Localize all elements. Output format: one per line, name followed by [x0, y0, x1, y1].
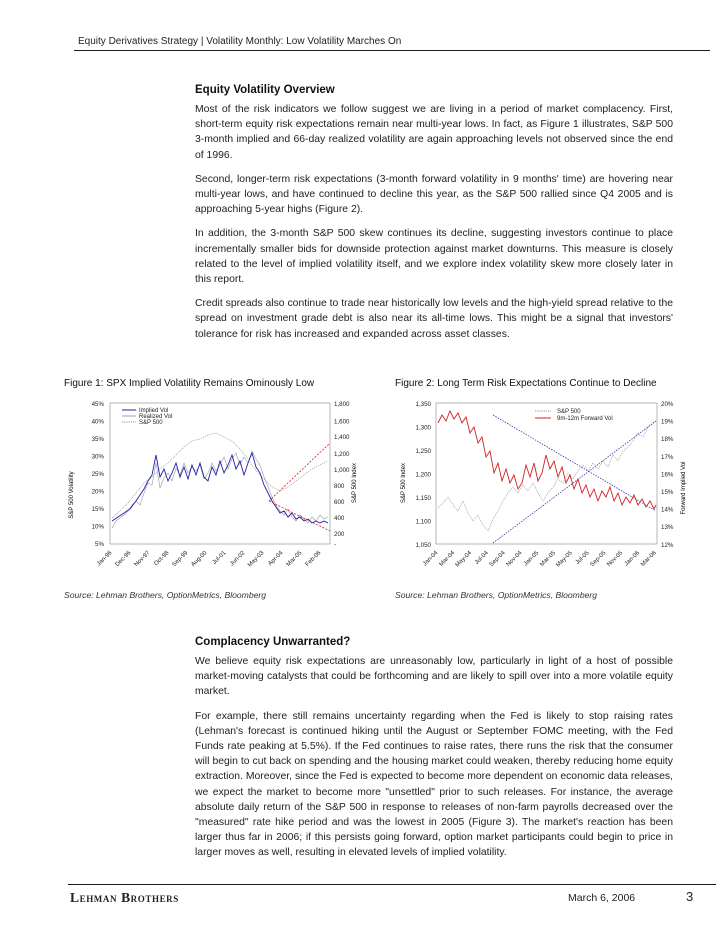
- x-tick: Feb-06: [304, 550, 323, 568]
- legend-implied-vol: Implied Vol: [139, 408, 169, 414]
- y2-tick: 1,600: [334, 418, 350, 426]
- y2-tick: -: [334, 541, 337, 548]
- x-tick: Nov-04: [505, 550, 524, 569]
- x-tick: Sep-04: [488, 550, 507, 569]
- plot-frame: [436, 403, 657, 544]
- x-tick: Jul-04: [474, 550, 490, 566]
- x-tick: Jan-04: [422, 550, 440, 568]
- paragraph: Second, longer-term risk expectations (3-month forward volatility in 9 months' time) are hovering near multi-year lows, and have continued to decline this year, as the S&P 500 rallied since Q4 2005 and is approaching 5-year highs (Figure 2).: [195, 173, 673, 216]
- legend-spx: S&P 500: [557, 409, 581, 415]
- y-tick: 1,250: [415, 448, 431, 455]
- y-tick: 20%: [91, 488, 104, 496]
- figure-1-chart: [64, 393, 364, 595]
- x-tick: Jul-01: [211, 550, 228, 566]
- x-tick: May-04: [454, 550, 474, 569]
- left-axis-label: S&P 500 Volatility: [69, 471, 75, 519]
- y-tick: 1,150: [415, 495, 431, 502]
- figure-source: Source: Lehman Brothers, OptionMetrics, Bloomberg: [64, 590, 267, 600]
- left-axis-label: S&P 500 Index: [401, 463, 407, 503]
- trend-line-up: [269, 443, 330, 501]
- x-tick: Aug-00: [190, 550, 209, 569]
- x-tick: Jan-96: [96, 550, 114, 568]
- section-title: Complacency Unwarranted?: [195, 636, 351, 648]
- paragraph: Credit spreads also continue to trade near historically low levels and the high-yield spread relative to the spread on investment grade debt is also near its all-time lows. This might be a signal that investors' tolerance for risk has increased and expanded across asset classes.: [195, 298, 673, 340]
- y-tick: 25%: [91, 471, 104, 478]
- company-logo: Lehman Brothers: [70, 890, 179, 905]
- x-tick: Mar-05: [285, 550, 304, 568]
- legend-realized-vol: Realized Vol: [139, 414, 173, 420]
- y2-tick: 18%: [661, 436, 674, 444]
- y-tick: 40%: [91, 418, 104, 426]
- footer-rule: [68, 884, 716, 885]
- section-title: Equity Volatility Overview: [195, 84, 335, 96]
- y-tick: 1,350: [415, 401, 431, 408]
- y2-tick: 600: [334, 499, 345, 506]
- figure-2-chart: [395, 393, 700, 595]
- y-tick: 1,200: [415, 471, 431, 479]
- paragraph: Most of the risk indicators we follow suggest we are living in a period of market complacency. First, short-term equity risk expectations remain near multi-year lows. In fact, as Figure 1 illustrates, S&P 500 3-month implied and 66-day realized volatility are again approaching levels not observed since the end of 1996.: [195, 104, 673, 161]
- x-tick: Sep-05: [589, 550, 608, 569]
- x-tick: Sep-99: [171, 550, 190, 569]
- header-rule: [74, 50, 710, 51]
- y2-tick: 400: [334, 515, 345, 522]
- x-tick: Oct-98: [153, 550, 171, 568]
- x-tick: May-05: [555, 550, 574, 569]
- x-tick: Apr-04: [267, 550, 285, 568]
- y-tick: 15%: [91, 506, 104, 513]
- y2-tick: 15%: [661, 489, 674, 496]
- y2-tick: 13%: [661, 524, 674, 532]
- paragraph: In addition, the 3-month S&P 500 skew continues its decline, suggesting investors continue to place incrementally smaller bids for downside protection against market downturns. This measure is closely related to the level of implied volatility itself, and we explore index volatility skew more closely later in this report.: [195, 228, 673, 286]
- series-forward-vol: [438, 411, 656, 509]
- x-tick: Jan-05: [522, 550, 541, 568]
- trend-line-down: [493, 415, 656, 511]
- y-tick: 10%: [91, 523, 104, 531]
- section-equity-volatility-overview: [195, 84, 673, 351]
- y-tick: 5%: [95, 541, 104, 548]
- y-tick: 1,050: [415, 542, 431, 549]
- y-tick: 45%: [91, 401, 104, 408]
- y2-tick: 19%: [661, 418, 674, 426]
- legend-forward-vol: 9m-12m Forward Vol: [557, 416, 613, 422]
- x-tick: May-03: [247, 550, 266, 569]
- figure-1: [64, 378, 374, 600]
- right-axis-label: Forward Implied Vol: [681, 461, 687, 515]
- y2-tick: 800: [334, 483, 345, 490]
- x-tick: Jun-02: [229, 550, 247, 568]
- y2-tick: 1,000: [334, 467, 350, 474]
- y-tick: 1,300: [415, 424, 431, 432]
- y2-tick: 20%: [661, 401, 674, 408]
- figure-source: Source: Lehman Brothers, OptionMetrics, Bloomberg: [395, 590, 598, 600]
- y-tick: 1,100: [415, 518, 431, 526]
- paragraph: For example, there still remains uncertainty regarding when the Fed is likely to stop raising rates (Lehman's forecast is continued hiking until the August or September FOMC meeting, with the Fed Funds rate peaking at 5.5%). If the Fed continues to raise rates, there runs the risk that the consumer will begin to cut back on spending and the housing market could weaken, thereby reducing home equity extraction. Moreover, since the Fed is expected to become more dependent on economic data releases, we expect the market to become more "unsettled" prior to such releases. For instance, the average absolute daily return of the S&P 500 in response to releases of non-farm payrolls decreased over the "measured" rate hike period and was the lowest in 2005 (Figure 3). The market's reaction has been larger thus far in 2006; if this persists going forward, option market participants could begin to price in larger moves as well, resulting in elevated levels of implied volatility.: [195, 710, 673, 859]
- x-tick: Mar-05: [539, 550, 558, 568]
- legend-spx: S&P 500: [139, 420, 163, 426]
- y2-tick: 200: [334, 531, 345, 538]
- running-header: Equity Derivatives Strategy | Volatility Monthly: Low Volatility Marches On: [78, 36, 402, 47]
- trend-line-up: [493, 421, 656, 543]
- y2-tick: 1,200: [334, 451, 350, 458]
- x-tick: Jan-06: [623, 550, 642, 568]
- figure-title: Figure 2: Long Term Risk Expectations Continue to Decline: [395, 378, 657, 389]
- figure-2: [395, 378, 705, 600]
- page-number: 3: [686, 889, 694, 904]
- paragraph: We believe equity risk expectations are unreasonably low, particularly in light of a host of possible market-moving catalysts that could be forthcoming and are likely to spill over into a more volatile equity market.: [195, 656, 673, 698]
- y2-tick: 1,800: [334, 401, 350, 408]
- figure-title: Figure 1: SPX Implied Volatility Remains Ominously Low: [64, 378, 315, 389]
- y2-tick: 1,400: [334, 434, 350, 441]
- x-tick: Nov-97: [133, 550, 152, 569]
- section-complacency-unwarranted: [195, 636, 673, 870]
- right-axis-label: S&P 500 Index: [352, 463, 358, 503]
- series-spx: [438, 421, 656, 531]
- y2-tick: 16%: [661, 471, 674, 479]
- x-tick: Dec-96: [114, 550, 133, 569]
- y2-tick: 17%: [661, 453, 674, 461]
- y-tick: 35%: [91, 436, 104, 443]
- y-tick: 30%: [91, 453, 104, 461]
- x-tick: Mar-04: [438, 550, 457, 568]
- x-tick: Nov-05: [606, 550, 625, 569]
- footer-date: March 6, 2006: [568, 892, 636, 904]
- y2-tick: 14%: [661, 506, 674, 514]
- series-implied-vol: [112, 453, 328, 523]
- x-tick: Mar-06: [640, 550, 658, 568]
- x-tick: Jul-05: [574, 550, 591, 566]
- y2-tick: 12%: [661, 541, 674, 549]
